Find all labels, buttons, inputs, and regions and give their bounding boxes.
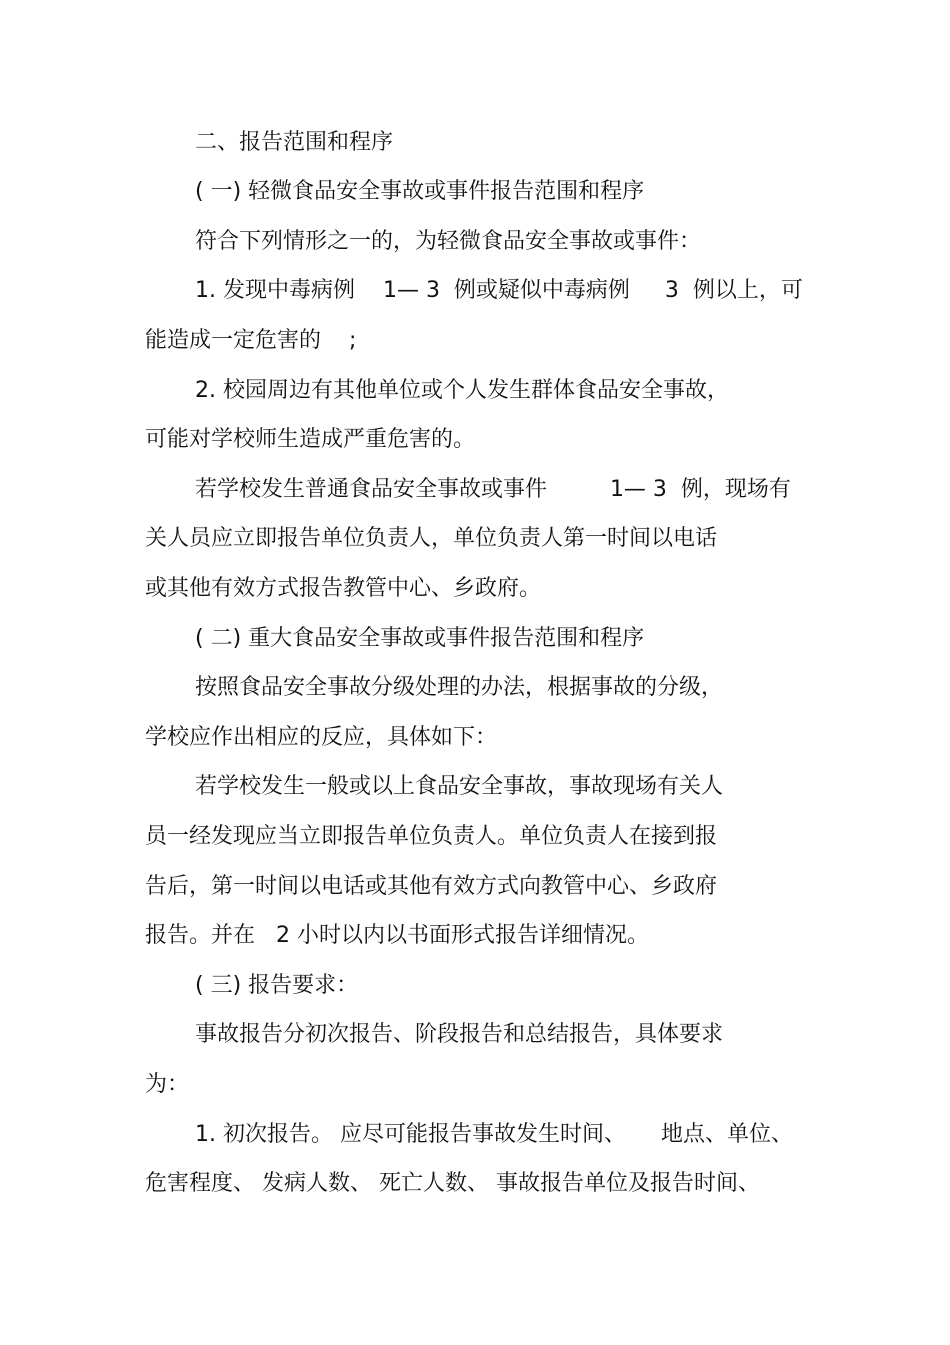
list-item-1: 1. 发现中毒病例 1— 3 例或疑似中毒病例 3 例以上，可 [195, 278, 803, 303]
paragraph-line: 为： [145, 1072, 190, 1097]
paragraph-line: 学校应作出相应的反应，具体如下： [145, 725, 498, 750]
paragraph-line: 或其他有效方式报告教管中心、乡政府。 [145, 576, 542, 601]
paragraph-line: 可能对学校师生造成严重危害的。 [145, 427, 476, 452]
paragraph-line: 若学校发生普通食品安全事故或事件 1— 3 例，现场有 [195, 477, 791, 502]
paragraph-line: 报告。并在 2 小时以内以书面形式报告详细情况。 [145, 923, 649, 948]
section-heading-2: 二、报告范围和程序 [195, 130, 394, 155]
paragraph-line: 按照食品安全事故分级处理的办法，根据事故的分级， [195, 675, 724, 700]
subsection-heading-2: ( 二) 重大食品安全事故或事件报告范围和程序 [195, 626, 645, 651]
subsection-heading-1: ( 一) 轻微食品安全事故或事件报告范围和程序 [195, 179, 645, 204]
paragraph-line: 事故报告分初次报告、阶段报告和总结报告，具体要求 [195, 1022, 724, 1047]
subsection-heading-3: ( 三) 报告要求： [195, 973, 359, 998]
paragraph-line: 若学校发生一般或以上食品安全事故，事故现场有关人 [195, 774, 724, 799]
paragraph-line: 能造成一定危害的 ; [145, 328, 357, 353]
paragraph-line: 危害程度、 发病人数、 死亡人数、 事故报告单位及报告时间、 [145, 1171, 760, 1196]
list-item-1: 1. 初次报告。 应尽可能报告事故发生时间、 地点、单位、 [195, 1122, 793, 1147]
paragraph-line: 关人员应立即报告单位负责人，单位负责人第一时间以电话 [145, 526, 718, 551]
paragraph-line: 符合下列情形之一的，为轻微食品安全事故或事件： [195, 229, 702, 254]
paragraph-line: 告后，第一时间以电话或其他有效方式向教管中心、乡政府 [145, 874, 718, 899]
list-item-2: 2. 校园周边有其他单位或个人发生群体食品安全事故， [195, 378, 729, 403]
paragraph-line: 员一经发现应当立即报告单位负责人。单位负责人在接到报 [145, 824, 718, 849]
